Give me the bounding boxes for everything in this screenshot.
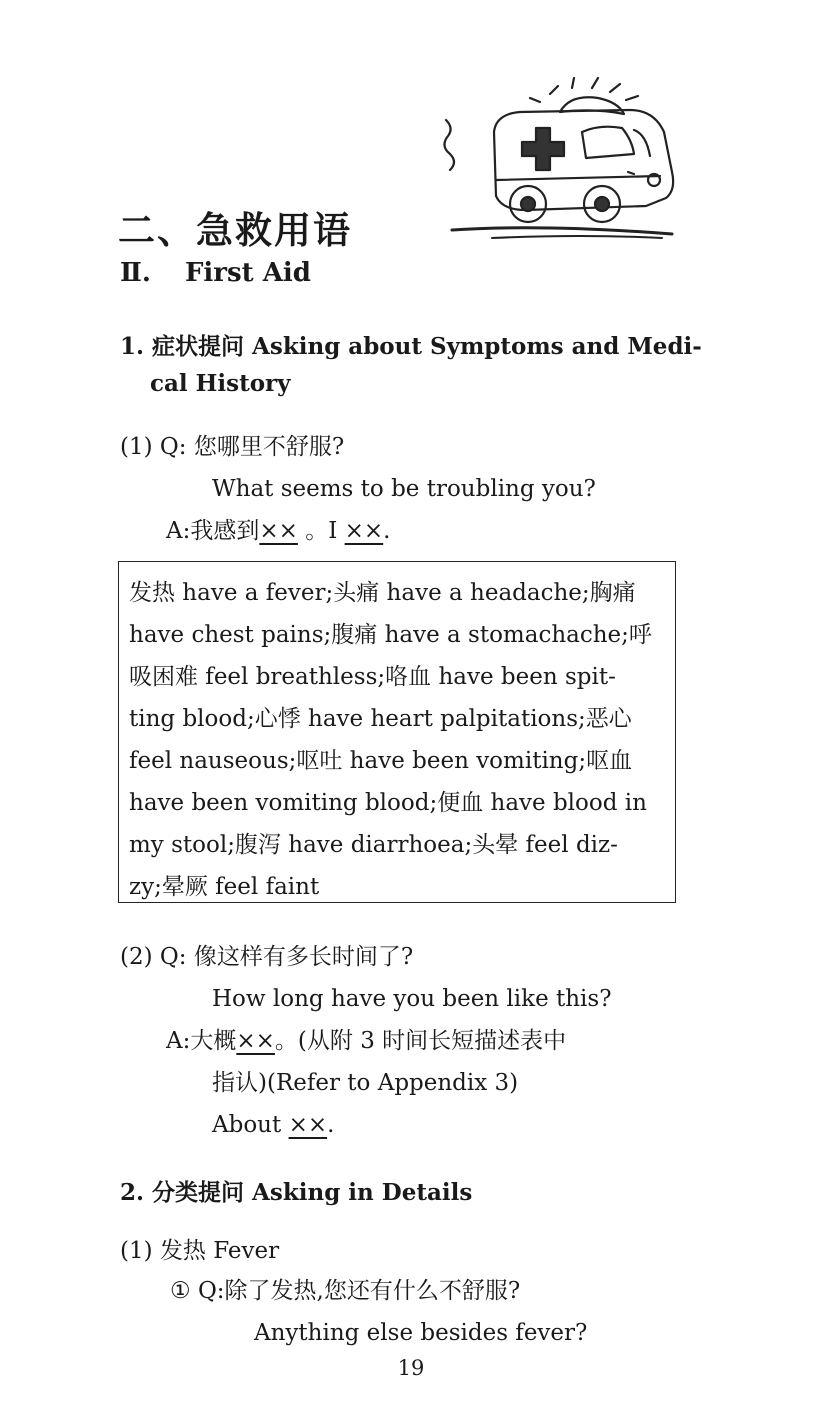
symptoms-line: my stool;腹泻 have diarrhoea;头晕 feel diz- (129, 832, 618, 858)
symptoms-line: 吸困难 feel breathless;咯血 have been spit- (129, 664, 616, 690)
symptoms-line: have chest pains;腹痛 have a stomachache;呼 (129, 622, 652, 648)
question-2 (120, 946, 413, 969)
ambulance-illustration (432, 72, 682, 247)
question-1-english: What seems to be troubling you? (212, 476, 596, 502)
symptoms-line: have been vomiting blood;便血 have blood in (129, 790, 647, 816)
fever-subsection-title: (1) 发热 Fever (120, 1238, 280, 1264)
section-2-title: 2. 分类提问 Asking in Details (120, 1179, 473, 1206)
question-1 (120, 436, 344, 459)
answer-2-blank-en: ×× (288, 1112, 328, 1138)
answer-1-mid: 。I (305, 518, 338, 544)
section-1-title-line2: cal History (150, 370, 291, 397)
answer-2-english-text: About (212, 1112, 282, 1138)
answer-2-english-end: . (327, 1112, 335, 1138)
question-1-label: (1) Q: (120, 434, 187, 460)
symptoms-line: zy;晕厥 feel faint (129, 874, 320, 900)
section-1-title-line1: 1. 症状提问 Asking about Symptoms and Medi- (120, 333, 702, 360)
answer-2 (166, 1030, 566, 1053)
symptoms-line: feel nauseous;呕吐 have been vomiting;呕血 (129, 748, 633, 774)
page-number: 19 (397, 1356, 425, 1380)
question-2-english: How long have you been like this? (212, 986, 612, 1012)
symptoms-vocabulary-box (118, 561, 676, 903)
answer-2-line2: 指认)(Refer to Appendix 3) (212, 1070, 519, 1096)
answer-2-chinese: 大概 (190, 1028, 237, 1054)
chapter-title-chinese: 二、急救用语 (118, 208, 352, 252)
answer-1 (166, 520, 390, 543)
answer-2-blank-cn: ×× (236, 1028, 275, 1054)
symptoms-line: ting blood;心悸 have heart palpitations;恶心 (129, 706, 632, 732)
question-1-chinese: 您哪里不舒服? (193, 434, 345, 460)
answer-2-label: A: (166, 1028, 191, 1054)
chapter-title-english (120, 258, 311, 288)
answer-1-blank-en: ×× (344, 518, 384, 544)
fever-question-english: Anything else besides fever? (254, 1320, 588, 1346)
question-2-label: (2) Q: (120, 944, 187, 970)
answer-1-label: A: (166, 518, 191, 544)
answer-1-blank-cn: ×× (259, 518, 298, 544)
roman-numeral: Ⅱ. (120, 258, 151, 288)
answer-2-english (212, 1114, 334, 1137)
chapter-title-text: First Aid (184, 258, 311, 288)
answer-1-chinese: 我感到 (190, 518, 260, 544)
answer-1-end: . (383, 518, 391, 544)
question-2-chinese: 像这样有多长时间了? (193, 944, 414, 970)
symptoms-line: 发热 have a fever;头痛 have a headache;胸痛 (129, 580, 636, 606)
fever-question-1 (170, 1280, 520, 1303)
fever-question-chinese: 除了发热,您还有什么不舒服? (224, 1278, 521, 1304)
answer-2-rest: 。(从附 3 时间长短描述表中 (274, 1028, 567, 1054)
item-number: ① (170, 1278, 191, 1304)
fever-question-label: Q: (197, 1278, 225, 1304)
